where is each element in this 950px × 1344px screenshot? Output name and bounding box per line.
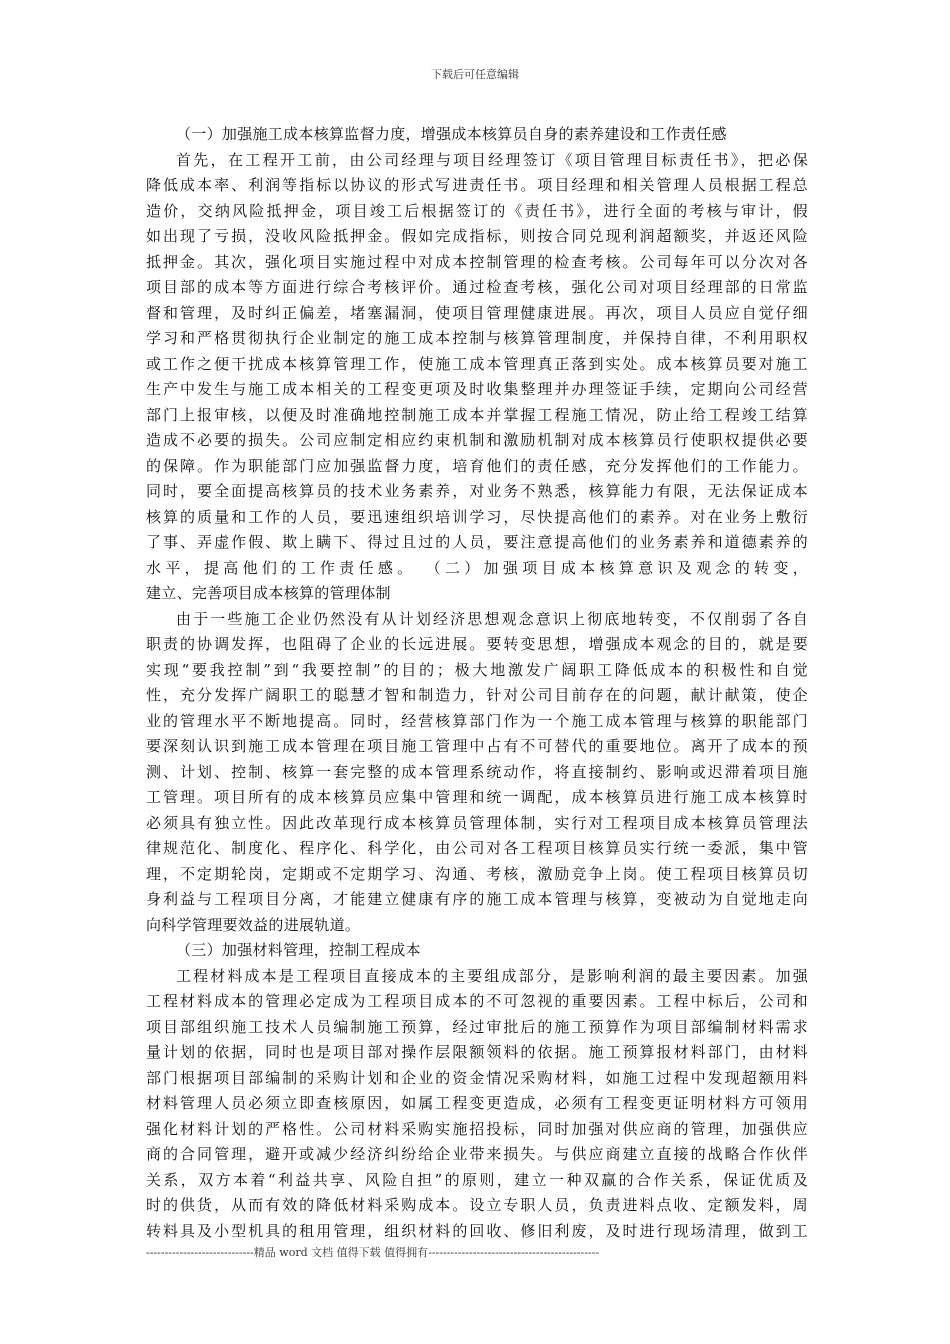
paragraph-line: 项目部的成本等方面进行综合考核评价。通过检查考核，强化公司对项目经理部的日常监 — [146, 278, 808, 296]
paragraph-line: 身利益与工程项目分离，才能建立健康有序的施工成本管理与核算，变被动为自觉地走向 — [146, 890, 808, 908]
paragraph-line: 实现“要我控制”到“我要控制”的目的；极大地激发广阔职工降低成本的积极性和自觉 — [146, 660, 808, 679]
document-body — [146, 122, 808, 1244]
paragraph-line: 降低成本率、利润等指标以协议的形式写进责任书。项目经理和相关管理人员根据工程总 — [146, 176, 808, 194]
paragraph-line: 造价，交纳风险抵押金，项目竣工后根据签订的《责任书》，进行全面的考核与审计，假 — [146, 201, 808, 220]
paragraph-line: 要深刻认识到施工成本管理在项目施工管理中占有不可替代的重要地位。离开了成本的预 — [146, 737, 808, 755]
paragraph-line: 材料管理人员必须立即查核原因，如属工程变更造成，必须有工程变更证明材料方可领用 — [146, 1094, 808, 1112]
paragraph-line: 抵押金。其次，强化项目实施过程中对成本控制管理的检查考核。公司每年可以分次对各 — [146, 252, 808, 271]
paragraph-line: 关系，双方本着“利益共享、风险自担”的原则，建立一种双赢的合作关系，保证优质及 — [146, 1170, 808, 1189]
page-footer: -----------------------------精品 word 文档 值得下载 值得拥有---------------------------------------------- — [146, 1246, 600, 1259]
paragraph-line: 律规范化、制度化、程序化、科学化，由公司对各工程项目核算员实行统一委派，集中管 — [146, 839, 808, 857]
paragraph-line: 了事、弄虚作假、欺上瞒下、得过且过的人员，要注意提高他们的业务素养和道德素养的 — [146, 533, 808, 551]
paragraph-line: 部门根据项目部编制的采购计划和企业的资金情况采购材料，如施工过程中发现超额用料 — [146, 1068, 808, 1087]
section-heading-3: （三）加强材料管理，控制工程成本 — [176, 941, 421, 959]
paragraph-line: 同时，要全面提高核算员的技术业务素养，对业务不熟悉，核算能力有限，无法保证成本 — [146, 482, 808, 500]
paragraph-line: 工程材料成本的管理必定成为工程项目成本的不可忽视的重要因素。工程中标后，公司和 — [146, 992, 808, 1010]
paragraph-line: 强化材料计划的严格性。公司材料采购实施招投标，同时加强对供应商的管理，加强供应 — [146, 1119, 808, 1138]
paragraph-line: 督和管理，及时纠正偏差，堵塞漏洞，使项目管理健康进展。再次，项目人员应自觉仔细 — [146, 303, 808, 322]
paragraph-line: 部门上报审核，以便及时准确地控制施工成本并掌握工程施工情况，防止给工程竣工结算 — [146, 405, 808, 424]
paragraph-line: 项目部组织施工技术人员编制施工预算，经过审批后的施工预算作为项目部编制材料需求 — [146, 1017, 808, 1036]
paragraph-line: 必须具有独立性。因此改革现行成本核算员管理体制，实行对工程项目成本核算员管理法 — [146, 813, 808, 832]
paragraph-line: 学习和严格贯彻执行企业制定的施工成本控制与核算管理制度，并保持自律，不利用职权 — [146, 329, 808, 347]
paragraph-line: 职责的协调发挥，也阻碍了企业的长远进展。要转变思想，增强成本观念的目的，就是要 — [146, 635, 808, 653]
section-heading-2-cont: 建立、完善项目成本核算的管理体制 — [146, 584, 391, 602]
paragraph-line: 如出现了亏损，没收风险抵押金。假如完成指标，则按合同兑现利润超额奖，并返还风险 — [146, 227, 808, 245]
section-heading-1: （一）加强施工成本核算监督力度，增强成本核算员自身的素养建设和工作责任感 — [176, 125, 727, 143]
paragraph-line: 性，充分发挥广阔职工的聪慧才智和制造力，针对公司目前存在的问题，献计献策，使企 — [146, 686, 808, 704]
paragraph-line: 工程材料成本是工程项目直接成本的主要组成部分，是影响利润的最主要因素。加强 — [176, 966, 808, 985]
paragraph-line: 时的供货，从而有效的降低材料采购成本。设立专职人员，负责进料点收、定额发料，周 — [146, 1196, 808, 1214]
paragraph-line: 测、计划、控制、核算一套完整的成本管理系统动作，将直接制约、影响或迟滞着项目施 — [146, 762, 808, 781]
paragraph-line: 理，不定期轮岗，定期或不定期学习、沟通、考核，激励竞争上岗。使工程项目核算员切 — [146, 864, 808, 883]
paragraph-line: 量计划的依据，同时也是项目部对操作层限额领料的依据。施工预算报材料部门，由材料 — [146, 1043, 808, 1061]
paragraph-line: 或工作之便干扰成本核算管理工作，使施工成本管理真正落到实处。成本核算员要对施工 — [146, 354, 808, 373]
paragraph-line: 转料具及小型机具的租用管理，组织材料的回收、修旧利废，及时进行现场清理，做到工 — [146, 1221, 808, 1240]
paragraph-line: 商的合同管理，避开或减少经济纠纷给企业带来损失。与供应商建立直接的战略合作伙伴 — [146, 1145, 808, 1163]
paragraph-line: 生产中发生与施工成本相关的工程变更项及时收集整理并办理签证手续，定期向公司经营 — [146, 380, 808, 398]
paragraph-line: 业的管理水平不断地提高。同时，经营核算部门作为一个施工成本管理与核算的职能部门 — [146, 711, 808, 730]
paragraph-line: 水平，提高他们的工作责任感。 （二）加强项目成本核算意识及观念的转变， — [146, 558, 808, 577]
paragraph-line: 向科学管理要效益的进展轨道。 — [146, 915, 361, 934]
page-header: 下载后可任意编辑 — [431, 68, 519, 81]
paragraph-line: 的保障。作为职能部门应加强监督力度，培育他们的责任感，充分发挥他们的工作能力。 — [146, 456, 808, 475]
paragraph-line: 造成不必要的损失。公司应制定相应约束机制和激励机制对成本核算员行使职权提供必要 — [146, 431, 808, 449]
paragraph-line: 首先，在工程开工前，由公司经理与项目经理签订《项目管理目标责任书》，把必保 — [176, 150, 808, 169]
paragraph-line: 核算的质量和工作的人员，要迅速组织培训学习，尽快提高他们的素养。对在业务上敷衍 — [146, 507, 808, 526]
paragraph-line: 由于一些施工企业仍然没有从计划经济思想观念意识上彻底地转变，不仅削弱了各自 — [176, 609, 808, 628]
paragraph-line: 工管理。项目所有的成本核算员应集中管理和统一调配，成本核算员进行施工成本核算时 — [146, 788, 808, 806]
